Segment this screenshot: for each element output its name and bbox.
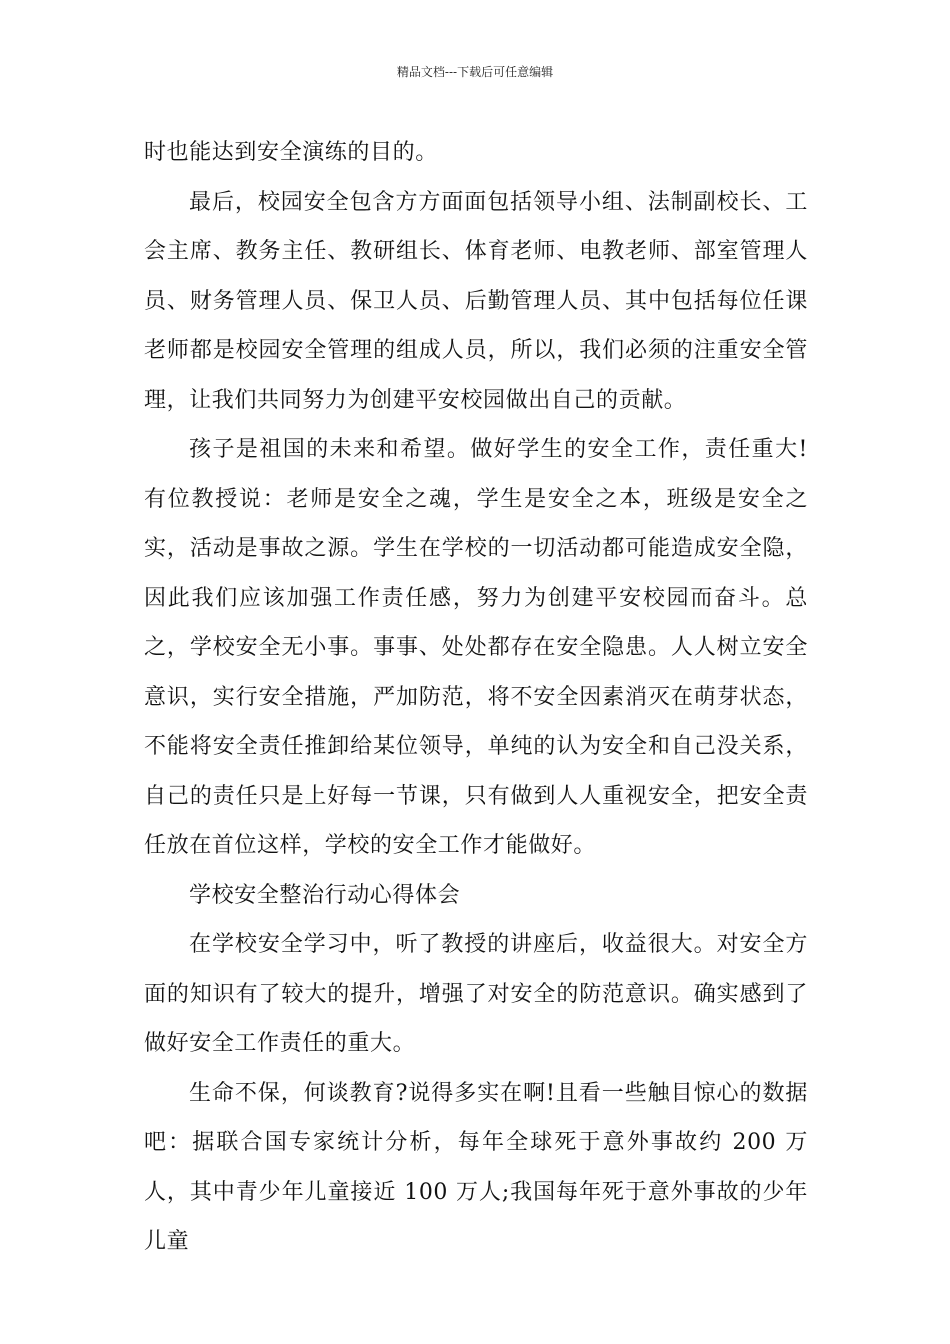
- paragraph-children-future: 孩子是祖国的未来和希望。做好学生的安全工作，责任重大!有位教授说：老师是安全之魂，学生是安全之本，班级是安全之实，活动是事故之源。学生在学校的一切活动都可能造成安全隐，因此我们应该加强工作责任感，努力为创建平安校园而奋斗。总之，学校安全无小事。事事、处处都存在安全隐患。人人树立安全意识，实行安全措施，严加防范，将不安全因素消灭在萌芽状态，不能将安全责任推卸给某位领导，单纯的认为安全和自己没关系，自己的责任只是上好每一节课，只有做到人人重视安全，把安全责任放在首位这样，学校的安全工作才能做好。: [144, 437, 808, 858]
- section-heading: 学校安全整治行动心得体会: [189, 882, 461, 908]
- paragraph-statistics: 生命不保，何谈教育?说得多实在啊!且看一些触目惊心的数据吧：据联合国专家统计分析，每年全球死于意外事故约 200 万人，其中青少年儿童接近 100 万人;我国每年死于意外事故的少年儿童: [144, 1080, 808, 1254]
- page-header: 精品文档---下载后可任意编辑: [396, 65, 554, 79]
- paragraph-continuation: 时也能达到安全演练的目的。: [144, 140, 438, 165]
- paragraph-campus-safety: 最后，校园安全包含方方面面包括领导小组、法制副校长、工会主席、教务主任、教研组长、体育老师、电教老师、部室管理人员、财务管理人员、保卫人员、后勤管理人员、其中包括每位任课老师都是校园安全管理的组成人员，所以，我们必须的注重安全管理，让我们共同努力为创建平安校园做出自己的贡献。: [144, 189, 808, 413]
- document-body: [144, 128, 808, 1267]
- paragraph-safety-study: 在学校安全学习中，听了教授的讲座后，收益很大。对安全方面的知识有了较大的提升，增强了对安全的防范意识。确实感到了做好安全工作责任的重大。: [144, 932, 808, 1056]
